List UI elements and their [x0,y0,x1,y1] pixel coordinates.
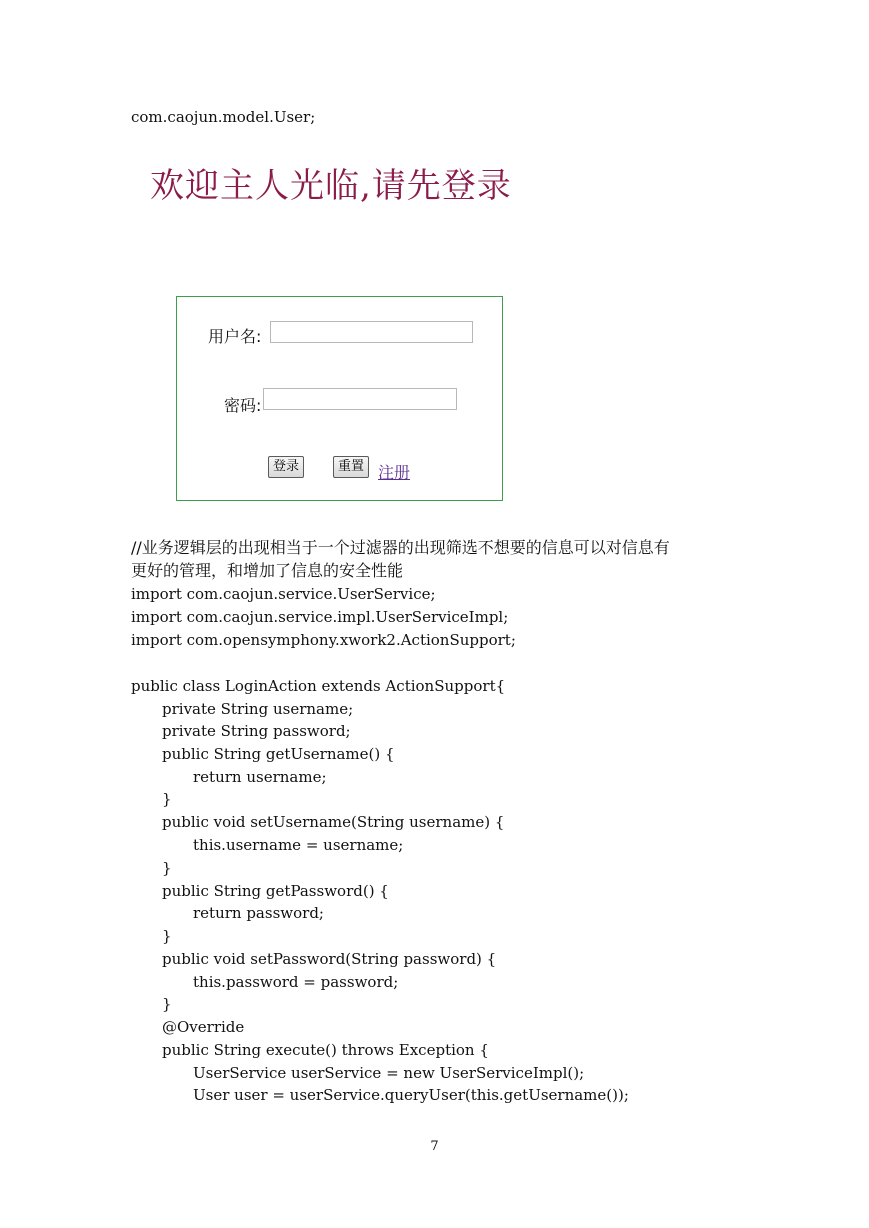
code-line: return password; [193,904,324,922]
code-line: } [162,927,172,945]
login-form-box [176,296,503,501]
code-line: this.password = password; [193,973,399,991]
comment-line-1: //业务逻辑层的出现相当于一个过滤器的出现筛选不想要的信息可以对信息有 [131,538,670,557]
password-input[interactable] [263,388,457,410]
code-line: this.username = username; [193,836,404,854]
code-line: private String password; [162,722,351,740]
code-line: private String username; [162,700,354,718]
register-link[interactable]: 注册 [378,463,411,482]
comment-line-2: 更好的管理，和增加了信息的安全性能 [131,561,404,580]
code-line: public String execute() throws Exception { [162,1041,489,1059]
code-line: import com.caojun.service.impl.UserServiceImpl; [131,608,509,626]
code-line: public String getUsername() { [162,745,395,763]
code-line: } [162,790,172,808]
reset-button[interactable]: 重置 [333,456,369,478]
code-line: @Override [162,1018,245,1036]
page-number: 7 [430,1139,439,1154]
code-line: UserService userService = new UserServiceImpl(); [193,1064,585,1082]
login-button[interactable]: 登录 [268,456,304,478]
code-line: User user = userService.queryUser(this.getUsername()); [193,1086,629,1104]
password-label: 密码: [224,396,262,415]
username-label: 用户名: [208,327,262,346]
code-line: public class LoginAction extends ActionSupport{ [131,677,506,695]
code-line: return username; [193,768,327,786]
code-line: public String getPassword() { [162,882,389,900]
code-line: import com.caojun.service.UserService; [131,585,436,603]
code-line: } [162,859,172,877]
code-line: public void setUsername(String username) { [162,813,505,831]
code-line: public void setPassword(String password) { [162,950,497,968]
welcome-banner: 欢迎主人光临,请先登录 [150,166,512,206]
username-input[interactable] [270,321,473,343]
code-line: } [162,995,172,1013]
code-line-model-user: com.caojun.model.User; [131,108,316,126]
code-line: import com.opensymphony.xwork2.ActionSupport; [131,631,516,649]
